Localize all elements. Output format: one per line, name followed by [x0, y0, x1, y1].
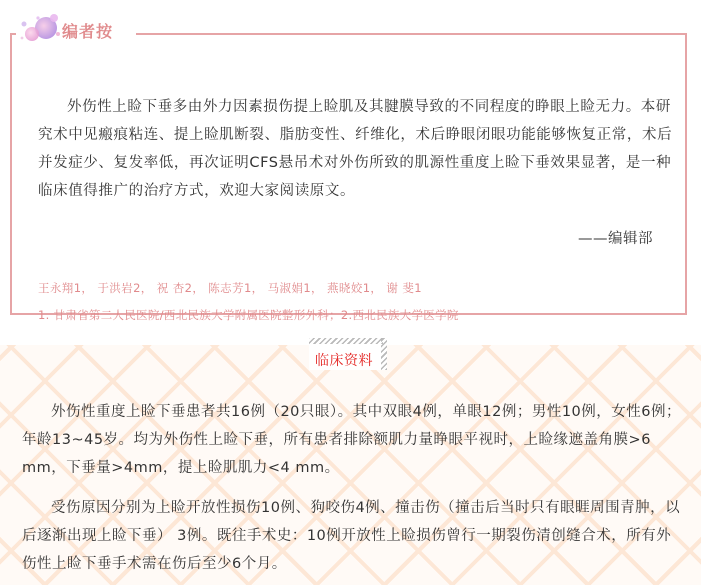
body-paragraph: 受伤原因分别为上睑开放性损伤10例、狗咬伤4例、撞击伤（撞击后当时只有眼睚周围青肿，以后逐渐出现上睑下垂） 3例。既往手术史：10例开放性上睑损伤曾行一期裂伤清创缝合术，所有外伤性上睑下垂手术需在伤后至少6个月。: [22, 500, 681, 572]
editor-note-body: 外伤性上睑下垂多由外力因素损伤提上睑肌及其腱膜导致的不同程度的睁眼上睑无力。本研究术中见瘢痕粘连、提上睑肌断裂、脂肪变性、纤维化，术后睁眼闭眼功能能够恢复正常，术后并发症少、复发率低，再次证明CFS悬吊术对外伤所致的肌源性重度上睑下垂效果显著，是一种临床值得推广的治疗方式，欢迎大家阅读原文。: [38, 99, 673, 199]
editor-note-header: [16, 10, 136, 44]
author-list: 王永翔1， 于洪岩2， 祝 杏2， 陈志芳1， 马淑娟1， 燕晓姣1， 谢 斐1: [38, 281, 422, 295]
body-paragraph: 外伤性重度上睑下垂患者共16例（20只眼）。其中双眼4例，单眼12例；男性10例，女性6例；年龄13~45岁。均为外伤性上睑下垂，所有患者排除额肌力量睁眼平视时，上睑缘遮盖角膜>6 mm，下垂量>4mm，提上睑肌肌力<4 mm。: [22, 404, 682, 476]
editor-note-title: 编者按: [62, 22, 114, 41]
hatch-decoration: [309, 338, 383, 344]
hatch-decoration: [381, 338, 387, 370]
editor-signature: ——编辑部: [578, 231, 653, 247]
section-title: 临床资料: [315, 353, 373, 369]
editor-note-box: [10, 33, 687, 322]
author-affiliations: 1. 甘肃省第二人民医院/西北民族大学附属医院整形外科；2.西北民族大学医学院: [38, 308, 459, 322]
bubbles-icon: [16, 10, 62, 44]
section-header: [309, 338, 387, 370]
